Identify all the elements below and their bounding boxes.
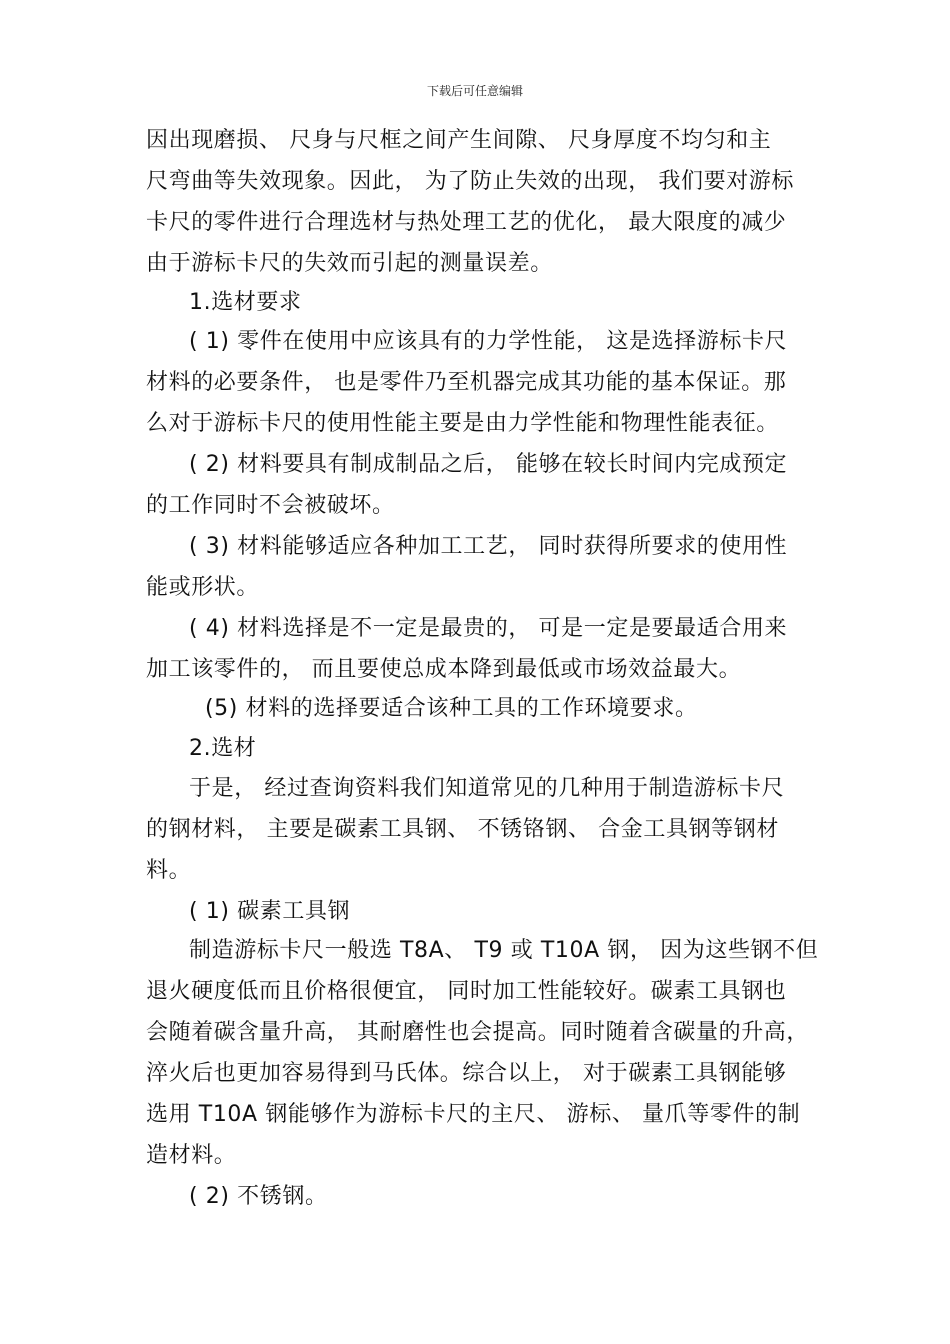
paragraph-line: 退火硬度低而且价格很便宜， 同时加工性能较好。碳素工具钢也 (146, 979, 787, 1004)
paragraph-line: ( 1) 零件在使用中应该具有的力学性能， 这是选择游标卡尺 (189, 329, 788, 354)
paragraph-line: 料。 (146, 858, 192, 883)
paragraph-line: 制造游标卡尺一般选 T8A、 T9 或 T10A 钢， 因为这些钢不但 (189, 938, 819, 963)
paragraph-line: 淬火后也更加容易得到马氏体。综合以上， 对于碳素工具钢能够 (146, 1061, 787, 1086)
paragraph-line: 的工作同时不会被破坏。 (146, 493, 395, 518)
paragraph-line: 会随着碳含量升高， 其耐磨性也会提高。同时随着含碳量的升高， (146, 1020, 809, 1045)
paragraph-line: 能或形状。 (146, 575, 260, 600)
paragraph-line: 造材料。 (146, 1143, 237, 1168)
paragraph-line: 的钢材料， 主要是碳素工具钢、 不锈铬钢、 合金工具钢等钢材 (146, 817, 779, 842)
sub-heading: ( 2) 不锈钢。 (189, 1184, 328, 1209)
section-heading: 1.选材要求 (189, 290, 302, 315)
paragraph-line: 选用 T10A 钢能够作为游标卡尺的主尺、 游标、 量爪等零件的制 (146, 1102, 801, 1127)
paragraph-line: 材料的必要条件， 也是零件乃至机器完成其功能的基本保证。那 (146, 370, 787, 395)
section-heading: 2.选材 (189, 736, 257, 761)
paragraph-line: 卡尺的零件进行合理选材与热处理工艺的优化， 最大限度的减少 (146, 210, 787, 235)
paragraph-line: 因出现磨损、 尺身与尺框之间产生间隙、 尺身厚度不均匀和主 (146, 128, 772, 153)
paragraph-line: 加工该零件的， 而且要使总成本降到最低或市场效益最大。 (146, 657, 742, 682)
paragraph-line: ( 4) 材料选择是不一定是最贵的， 可是一定是要最适合用来 (189, 616, 788, 641)
paragraph-line: 么对于游标卡尺的使用性能主要是由力学性能和物理性能表征。 (146, 411, 779, 436)
page-header: 下载后可任意编辑 (426, 84, 523, 98)
paragraph-line: 于是， 经过查询资料我们知道常见的几种用于制造游标卡尺 (189, 776, 785, 801)
paragraph-line: (5) 材料的选择要适合该种工具的工作环境要求。 (205, 696, 698, 721)
paragraph-line: 尺弯曲等失效现象。因此， 为了防止失效的出现， 我们要对游标 (146, 169, 794, 194)
sub-heading: ( 1) 碳素工具钢 (189, 899, 351, 924)
paragraph-line: 由于游标卡尺的失效而引起的测量误差。 (146, 251, 553, 276)
paragraph-line: ( 2) 材料要具有制成制品之后， 能够在较长时间内完成预定 (189, 452, 788, 477)
paragraph-line: ( 3) 材料能够适应各种加工工艺， 同时获得所要求的使用性 (189, 534, 788, 559)
